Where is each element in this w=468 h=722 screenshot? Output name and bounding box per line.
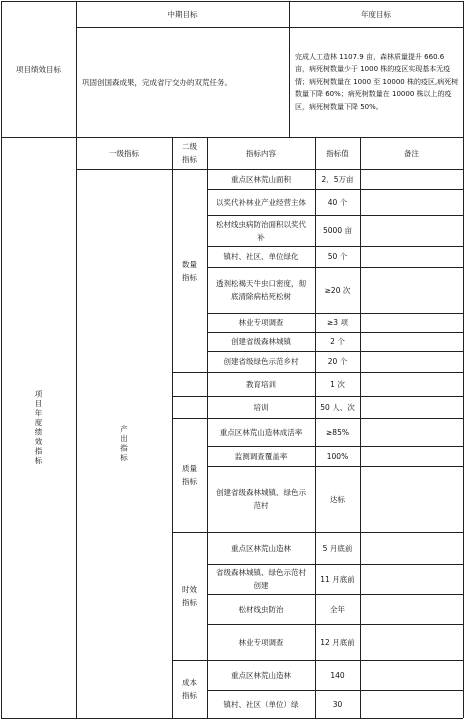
indicator-value: 全年 [330, 604, 345, 614]
indicator-value: 30 [332, 699, 343, 709]
quality-indicator-label: 质量指标 [182, 464, 197, 486]
indicator-content: 监测调查覆盖率 [234, 451, 288, 461]
annual-target-header: 年度目标 [361, 9, 391, 19]
indicator-content: 林业专项调查 [238, 637, 284, 647]
level1-indicator-header: 一级指标 [109, 148, 139, 158]
indicator-content: 松材线虫病防治面积以奖代补 [216, 219, 306, 242]
indicator-content: 创建省级森林城镇 [231, 337, 291, 346]
indicator-value: 100% [326, 451, 349, 461]
indicator-value: 2．5万亩 [321, 174, 354, 184]
indicator-content: 重点区林荒山造林 [231, 543, 291, 553]
indicator-value: 达标 [330, 494, 345, 504]
indicator-content: 重点区林荒山面积 [231, 174, 291, 184]
level2-indicator-header: 二级指标 [182, 142, 197, 164]
indicator-value: ≥20 次 [324, 285, 351, 295]
indicator-content: 透剂松褐天牛虫口密度，彻底清除病枯死松树 [216, 279, 306, 301]
indicator-content: 林业专项调查 [238, 318, 284, 327]
indicator-content: 省级森林城镇、绿色示范村创建 [216, 568, 306, 590]
indicator-value: 50 个 [327, 252, 348, 261]
indicator-content: 创建省级森林城镇、绿色示范村 [216, 488, 306, 510]
annual-goal-text: 完成人工造林 1107.9 亩，森林质量提升 660.6 亩，病死树数量少于 1000 株的疫区实现基本无疫情；病死树数量在 1000 至 10000 株的疫区,病死树数量下降 60%；病死树数量在 10000 株以上的疫区，病死树数量下降 50%。 [295, 52, 459, 111]
indicator-value: 5 月底前 [322, 543, 353, 553]
annual-indicator-section-label: 项目年度绩效指标 [34, 389, 43, 466]
indicator-value: 50 人、次 [320, 402, 355, 412]
indicator-content: 教育培训 [246, 379, 276, 389]
indicator-content: 镇村、社区、单位绿化 [223, 252, 299, 261]
indicator-value: 40 个 [327, 197, 348, 207]
indicator-content: 重点区林荒山造林成活率 [219, 427, 303, 437]
indicator-value: 140 [330, 670, 345, 680]
indicator-content: 重点区林荒山造林 [231, 670, 291, 680]
quantity-indicator-label: 数量指标 [182, 259, 197, 282]
indicator-value: 5000 亩 [323, 226, 352, 235]
project-goal-label: 项目绩效目标 [16, 64, 61, 74]
indicator-value: 12 月底前 [320, 637, 355, 647]
indicator-value: 11 月底前 [320, 574, 355, 584]
indicator-content-header: 指标内容 [246, 148, 276, 158]
indicator-value: 1 次 [330, 379, 345, 389]
output-indicator-label: 产出指标 [119, 424, 129, 463]
mid-term-target-header: 中期目标 [167, 9, 198, 19]
indicator-value: ≥3 项 [327, 318, 348, 327]
timeliness-indicator-label: 时效指标 [182, 585, 197, 607]
indicator-value: 2 个 [330, 337, 345, 346]
mid-term-goal-text: 巩固创国森成果，完成省厅交办的双荒任务。 [82, 77, 232, 87]
indicator-value: 20 个 [327, 357, 348, 366]
cost-indicator-label: 成本指标 [182, 678, 197, 700]
indicator-content: 以奖代补林业产业经营主体 [216, 197, 306, 207]
remark-header: 备注 [404, 148, 419, 158]
indicator-content: 镇村、社区（单位）绿 [223, 699, 299, 709]
indicator-content: 松材线虫防治 [238, 604, 284, 614]
indicator-value-header: 指标值 [326, 148, 349, 158]
indicator-value: ≥85% [326, 427, 349, 437]
indicator-content: 培训 [253, 402, 269, 412]
indicator-content: 创建省级绿色示范乡村 [223, 357, 299, 366]
